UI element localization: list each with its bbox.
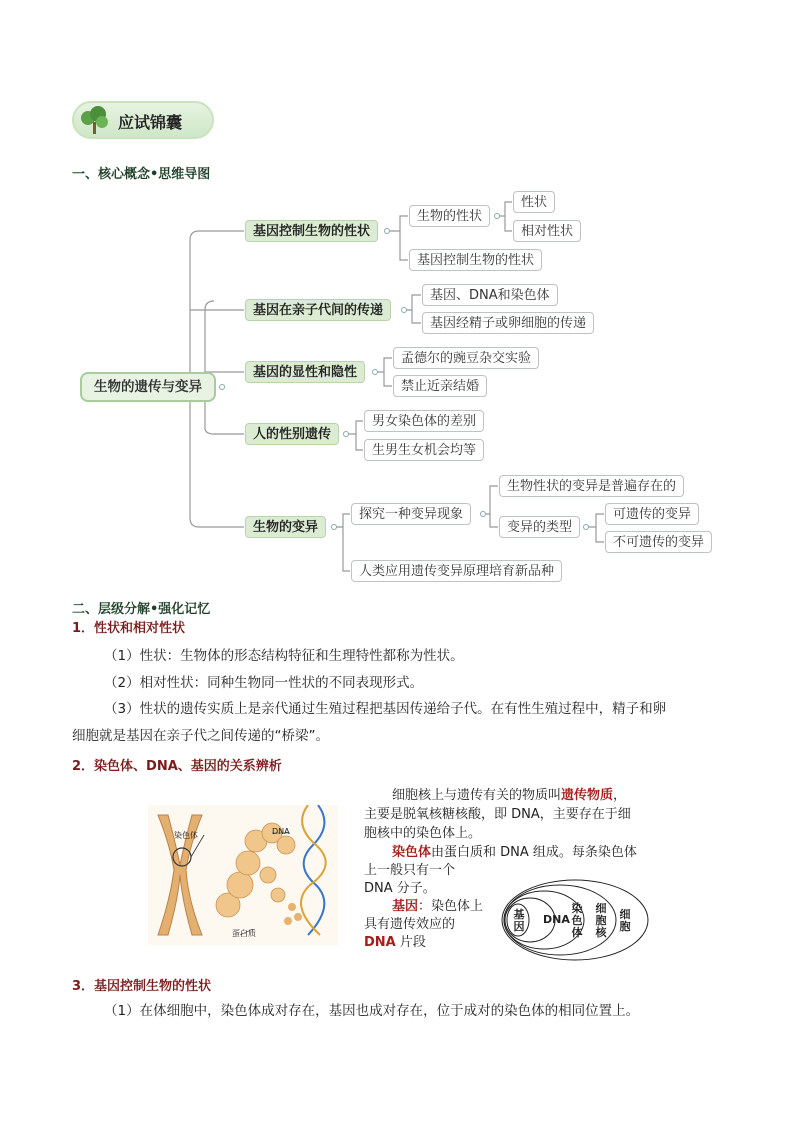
item2-text9-post: 片段 <box>395 935 426 950</box>
mindmap-branch-4: 人的性别遗传 <box>245 423 339 445</box>
item1-p2: （2）相对性状：同种生物同一性状的不同表现形式。 <box>104 675 424 691</box>
mindmap-node-b1-c2: 基因控制生物的性状 <box>409 249 542 271</box>
section1-heading: 一、核心概念•思维导图 <box>72 167 211 182</box>
venn-label-nucleus: 细胞核 <box>595 902 607 939</box>
mindmap-node-b1-c1b: 相对性状 <box>513 220 581 242</box>
venn-label-dna: DNA <box>543 913 570 926</box>
mindmap-node-b5-c1b2: 不可遗传的变异 <box>605 531 712 553</box>
item2-text-line8: 具有遗传效应的 <box>364 917 456 932</box>
mindmap-node-b5-c1: 探究一种变异现象 <box>351 503 471 525</box>
item2-text-line1 <box>392 787 626 805</box>
venn-label-cell: 细胞 <box>619 908 631 933</box>
mindmap-branch-1: 基因控制生物的性状 <box>245 220 378 242</box>
item2-title: 2．染色体、DNA、基因的关系辨析 <box>72 759 282 774</box>
mindmap-node-b3-c1: 孟德尔的豌豆杂交实验 <box>393 347 539 369</box>
item1-p1: （1）性状：生物体的形态结构特征和生理特性都称为性状。 <box>104 648 464 664</box>
mindmap-root: 生物的遗传与变异 <box>80 372 216 402</box>
item1-title: 1．性状和相对性状 <box>72 621 186 636</box>
figure-label-protein: 蛋白质 <box>232 929 256 938</box>
item2-text7-red: 基因 <box>392 899 419 914</box>
item3-title: 3．基因控制生物的性状 <box>72 979 212 994</box>
item2-text7-post: ：染色体上 <box>418 899 484 914</box>
item2-text-line7 <box>392 898 483 916</box>
item2-text1-red: 遗传物质 <box>561 788 614 803</box>
mindmap-node-b1-c1: 生物的性状 <box>409 205 490 227</box>
item2-text1-pre: 细胞核上与遗传有关的物质叫 <box>392 788 562 803</box>
item2-text-line3: 胞核中的染色体上。 <box>364 826 482 841</box>
item3-p1: （1）在体细胞中，染色体成对存在，基因也成对存在，位于成对的染色体的相同位置上。 <box>104 1003 640 1019</box>
mindmap-node-b5-c1b1: 可遗传的变异 <box>605 503 699 525</box>
mindmap-node-b5-c1b: 变异的类型 <box>499 516 580 538</box>
chromosome-dna-illustration <box>148 805 338 945</box>
item2-text-line6: DNA 分子。 <box>364 881 436 896</box>
mindmap-node-b1-c1a: 性状 <box>513 191 555 213</box>
item2-text4-red: 染色体 <box>392 845 432 860</box>
mindmap-branch-5: 生物的变异 <box>245 516 326 538</box>
venn-label-gene: 基因 <box>513 908 525 933</box>
item2-text-line9 <box>364 934 426 952</box>
mindmap-node-b5-c2: 人类应用遗传变异原理培育新品种 <box>351 560 562 582</box>
item2-text-line2: 主要是脱氧核糖核酸，即 DNA，主要存在于细 <box>364 807 631 822</box>
item1-p3a: （3）性状的遗传实质上是亲代通过生殖过程把基因传递给子代。在有性生殖过程中，精子和卵 <box>104 701 667 717</box>
item2-text1-post: ， <box>613 788 627 803</box>
mindmap-branch-2: 基因在亲子代间的传递 <box>245 299 391 321</box>
figure-label-dna: DNA <box>272 827 290 836</box>
mindmap-node-b5-c1a: 生物性状的变异是普遍存在的 <box>499 475 684 497</box>
mindmap-node-b3-c2: 禁止近亲结婚 <box>393 375 487 397</box>
item2-text-line4 <box>392 844 637 862</box>
item2-text9-red: DNA <box>364 935 396 950</box>
figure-label-chromosome: 染色体 <box>174 831 198 840</box>
item1-p3b: 细胞就是基因在亲子代之间传递的“桥梁”。 <box>72 728 329 744</box>
mindmap-branch-3: 基因的显性和隐性 <box>245 361 365 383</box>
mindmap-node-b4-c1: 男女染色体的差别 <box>364 410 484 432</box>
mindmap-node-b2-c1: 基因、DNA和染色体 <box>422 284 558 306</box>
badge-title: 应试锦囊 <box>118 113 183 132</box>
section2-heading: 二、层级分解•强化记忆 <box>72 602 211 617</box>
venn-label-chromosome: 染色体 <box>571 902 583 939</box>
item2-text4-post: 由蛋白质和 DNA 组成。每条染色体 <box>431 845 637 860</box>
mindmap-node-b2-c2: 基因经精子或卵细胞的传递 <box>422 312 594 334</box>
mindmap-node-b4-c2: 生男生女机会均等 <box>364 439 484 461</box>
item2-text-line5: 上一般只有一个 <box>364 863 456 878</box>
